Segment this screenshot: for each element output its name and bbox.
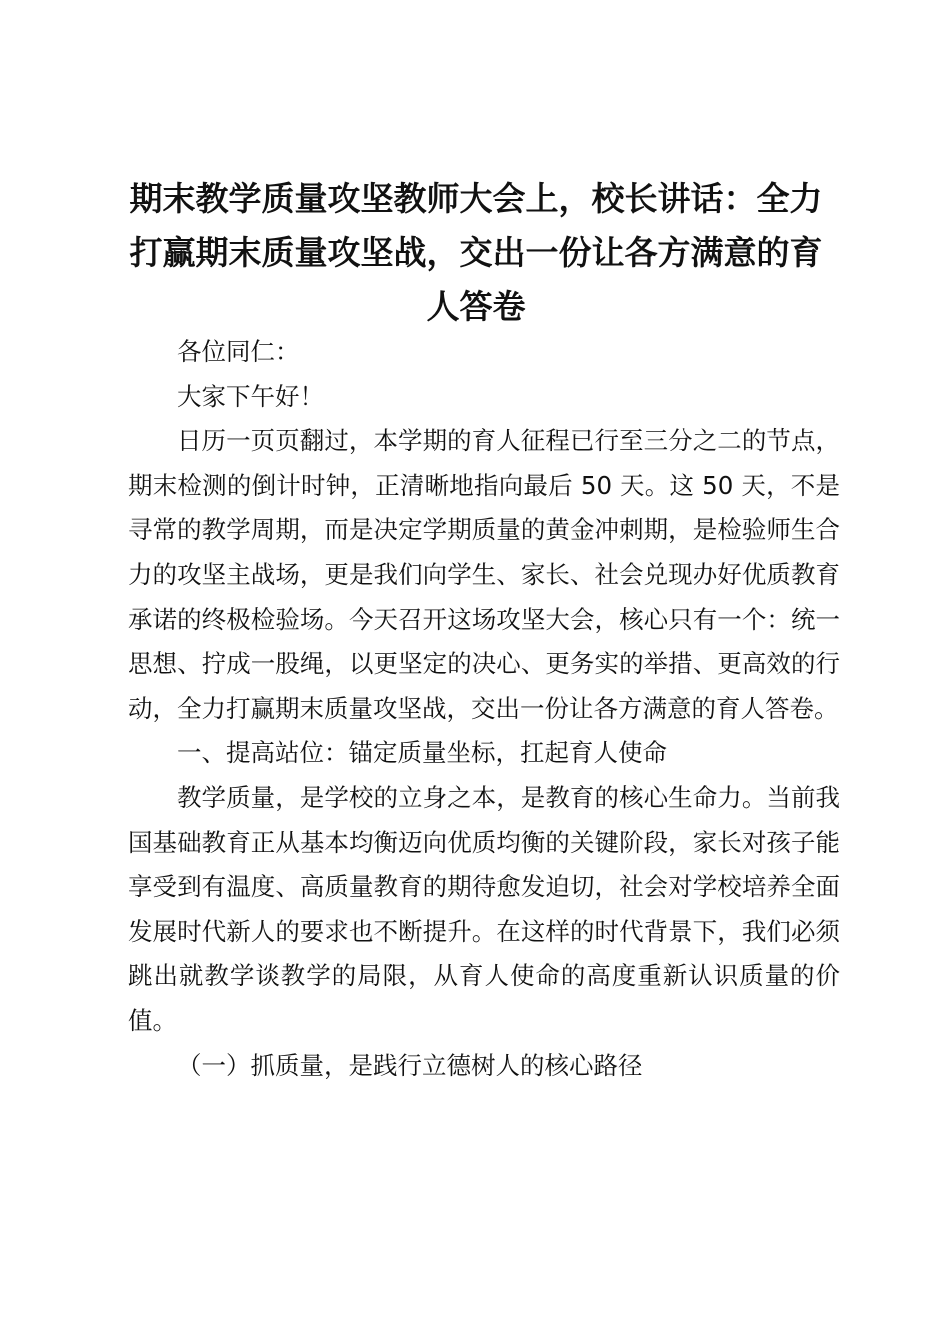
document-body [128,330,840,1088]
section-heading: 一、提高站位：锚定质量坐标，扛起育人使命 [177,738,667,768]
greeting: 大家下午好！ [177,381,324,411]
document-title: 期末教学质量攻坚教师大会上，校长讲话：全力打赢期末质量攻坚战，交出一份让各方满意的育人答卷 [129,179,823,326]
salutation: 各位同仁： [177,337,300,366]
body-paragraph: 教学质量，是学校的立身之本，是教育的核心生命力。当前我国基础教育正从基本均衡迈向优质均衡的关键阶段，家长对孩子能享受到有温度、高质量教育的期待愈发迫切，社会对学校培养全面发展时代新人的要求也不断提升。在这样的时代背景下，我们必须跳出就教学谈教学的局限，从育人使命的高度重新认识质量的价值。 [128,782,840,1035]
subsection-heading: （一）抓质量，是践行立德树人的核心路径 [177,1050,643,1080]
body-paragraph: 日历一页页翻过，本学期的育人征程已行至三分之二的节点，期末检测的倒计时钟，正清晰地指向最后 50 天。这 50 天，不是寻常的教学周期，而是决定学期质量的黄金冲刺期，是检验师生合力的攻坚主战场，更是我们向学生、家长、社会兑现办好优质教育承诺的终极检验场。今天召开这场攻坚大会，核心只有一个：统一思想、拧成一股绳，以更坚定的决心、更务实的举措、更高效的行动，全力打赢期末质量攻坚战，交出一份让各方满意的育人答卷。 [128,426,840,723]
